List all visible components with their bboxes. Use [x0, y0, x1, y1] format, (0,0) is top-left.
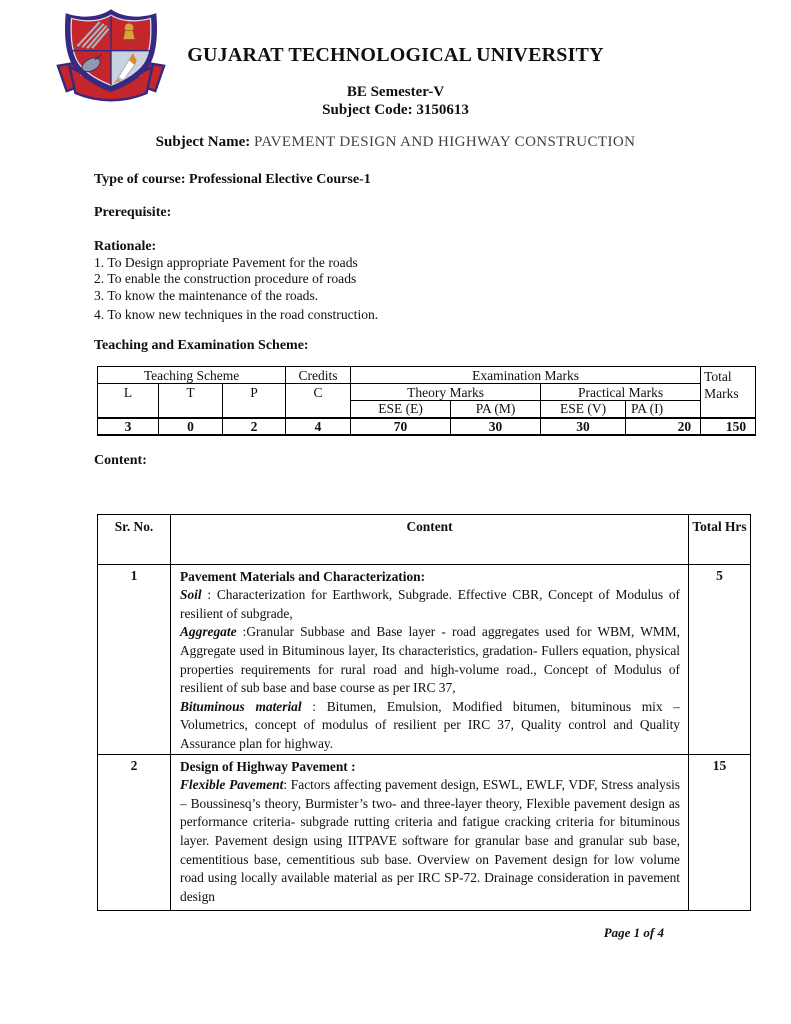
pa-m-header: PA (M)	[451, 401, 541, 418]
examination-marks-header: Examination Marks	[351, 367, 701, 384]
document-body	[0, 172, 791, 941]
subject-name-label: Subject Name:	[155, 134, 251, 150]
t-value: 0	[159, 418, 223, 435]
row-2-para-flexible-lead: Flexible Pavement	[180, 777, 284, 793]
theory-marks-header: Theory Marks	[351, 384, 541, 401]
row-1-sr: 1	[98, 564, 171, 754]
row-1-para-bituminous-lead: Bituminous material	[180, 698, 302, 714]
row-1-title: Pavement Materials and Characterization:	[180, 568, 426, 584]
credits-header: Credits	[286, 367, 351, 384]
l-header: L	[98, 384, 159, 418]
row-1-content	[171, 564, 689, 754]
subject-code-line: Subject Code: 3150613	[322, 102, 469, 118]
content-header-row	[98, 514, 751, 564]
row-2-para-flexible	[180, 776, 680, 906]
type-of-course-line: Type of course: Professional Elective Course-1	[94, 172, 371, 187]
content-row-2	[98, 754, 751, 910]
ese-v-value: 30	[541, 418, 626, 435]
pa-i-header: PA (I)	[626, 401, 701, 418]
page-number: Page 1 of 4	[603, 924, 664, 940]
ese-e-header: ESE (E)	[351, 401, 451, 418]
content-row-1	[98, 564, 751, 754]
c-value: 4	[286, 418, 351, 435]
p-header: P	[223, 384, 286, 418]
row-2-para-flexible-text: : Factors affecting pavement design, ESWL, EWLF, VDF, Stress analysis – Boussinesq’s theory, Burmister’s two- and three-layer theory, Flexible pavement design as performance criteria- subgrade rutting criteria and fatigue cracking criteria for bituminous layer. Pavement design using IITPAVE software for granular base and granular sub base, cementitious base, cementitious sub base. Overview on Pavement design for low volume road using locally available material as per IRC SP-72. Drainage consideration in pavement design	[180, 777, 681, 904]
row-1-para-soil-lead: Soil	[180, 587, 202, 603]
rationale-item-1: 1. To Design appropriate Pavement for the roads	[94, 255, 358, 270]
row-2-sr: 2	[98, 754, 171, 910]
content-header: Content	[171, 514, 689, 564]
teaching-scheme-heading: Teaching and Examination Scheme:	[94, 338, 309, 354]
total-marks-header: Total Marks	[701, 367, 756, 418]
teaching-scheme-header: Teaching Scheme	[98, 367, 286, 384]
p-value: 2	[223, 418, 286, 435]
t-header: T	[159, 384, 223, 418]
gtu-crest-logo	[55, 8, 167, 106]
rationale-heading: Rationale:	[94, 239, 157, 254]
pa-m-value: 30	[451, 418, 541, 435]
ese-v-header: ESE (V)	[541, 401, 626, 418]
scheme-header-row-1	[98, 367, 756, 384]
l-value: 3	[98, 418, 159, 435]
content-heading: Content:	[94, 452, 147, 468]
teaching-examination-scheme-table	[97, 366, 756, 436]
row-1-hours: 5	[689, 564, 751, 754]
scheme-values-row	[98, 418, 756, 435]
row-1-para-soil	[180, 586, 680, 623]
prerequisite-heading: Prerequisite:	[94, 205, 172, 220]
sr-no-header: Sr. No.	[98, 514, 171, 564]
row-1-para-aggregate-text: :Granular Subbase and Base layer - road aggregates used for WBM, WMM, Aggregate used in Bituminous layer, Its characteristics, gradation- Fullers equation, physical properties requirements for rural road and high-volume road., Concept of Modulus of resilient of sub base and base course as per IRC 37,	[180, 624, 680, 696]
subject-name-line	[0, 134, 791, 151]
row-2-hours: 15	[689, 754, 751, 910]
row-2-content	[171, 754, 689, 910]
rationale-item-3: 3. To know the maintenance of the roads.	[94, 287, 319, 303]
total-marks-value: 150	[701, 418, 756, 435]
ese-e-value: 70	[351, 418, 451, 435]
row-1-para-aggregate-lead: Aggregate	[180, 624, 237, 640]
rationale-item-2: 2. To enable the construction procedure of roads	[94, 271, 357, 287]
subject-name-value: PAVEMENT DESIGN AND HIGHWAY CONSTRUCTION	[254, 134, 636, 150]
scheme-header-row-2	[98, 384, 756, 401]
total-hrs-header: Total Hrs	[689, 514, 751, 564]
row-1-para-aggregate	[180, 623, 680, 697]
rationale-list	[94, 255, 755, 323]
semester-line: BE Semester-V	[346, 84, 445, 100]
row-2-title: Design of Highway Pavement :	[180, 758, 356, 774]
content-table	[97, 514, 751, 911]
pa-i-value: 20	[626, 418, 701, 435]
university-title: GUJARAT TECHNOLOGICAL UNIVERSITY	[187, 44, 604, 66]
row-1-para-bituminous	[180, 698, 680, 754]
row-1-para-bituminous-text: : Bitumen, Emulsion, Modified bitumen, bituminous mix – Volumetrics, concept of modulus of resilient per IRC 37, Quality control and Quality Assurance plan for highway.	[180, 698, 680, 752]
practical-marks-header: Practical Marks	[541, 384, 701, 401]
c-header: C	[286, 384, 351, 418]
rationale-item-4: 4. To know new techniques in the road construction.	[94, 306, 379, 322]
row-1-para-soil-text: : Characterization for Earthwork, Subgrade. Effective CBR, Concept of Modulus of resilient of subgrade,	[180, 587, 680, 621]
